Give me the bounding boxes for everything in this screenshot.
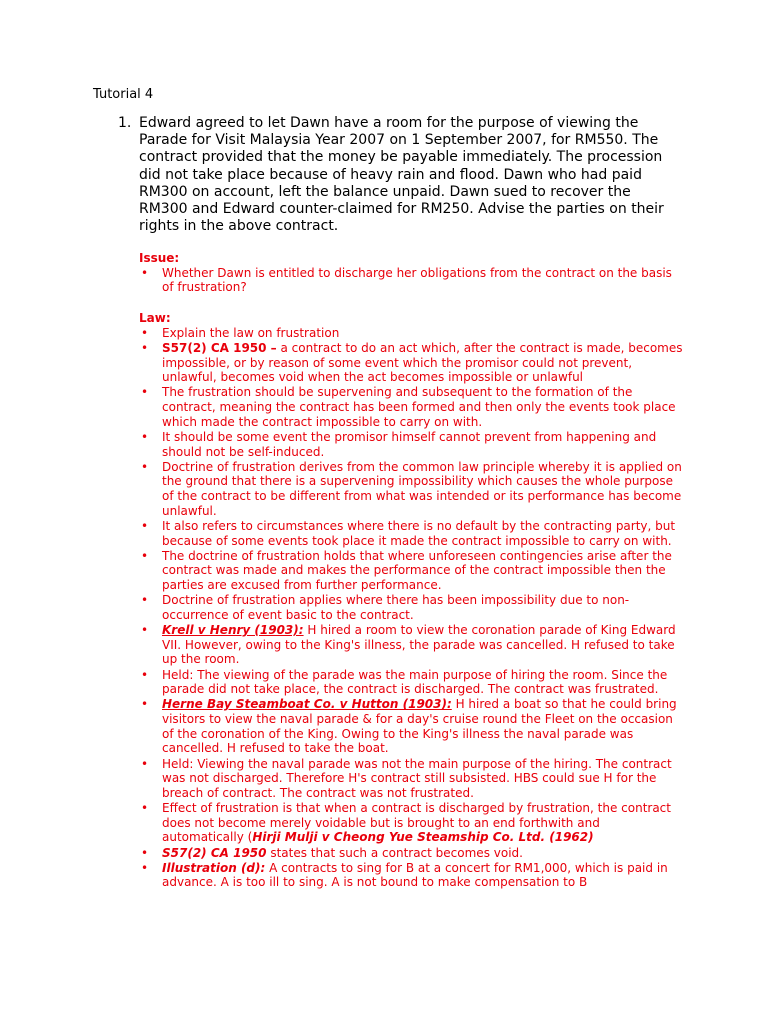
case-krell-held: • Held: The viewing of the parade was the main purpose of hiring the room. Since the parade did not take place, the contract is discharged. The contract was frustrated. (139, 668, 684, 697)
answer-section (139, 251, 684, 890)
case-krell (139, 623, 684, 667)
statute-text: states that such a contract becomes void. (266, 845, 523, 860)
illustration-label: Illustration (d): (162, 860, 266, 875)
case-name: Hirji Mulji v Cheong Yue Steamship Co. Ltd. (1962) (252, 830, 594, 845)
case-herne-held: • Held: Viewing the naval parade was not the main purpose of the hiring. The contract was not discharged. Therefore H's contract still subsisted. HBS could sue H for the breach of contract. The contract was not frustrated. (139, 757, 684, 801)
case-facts: H hired a room to view the coronation parade of King Edward VII. However, owing to the King's illness, the parade was cancelled. H refused to take up the room. (162, 623, 676, 667)
question-number: 1. (118, 115, 132, 131)
law-point: • It should be some event the promisor himself cannot prevent from happening and should not be self-induced. (139, 430, 684, 459)
law-point: • It also refers to circumstances where there is no default by the contracting party, but because of some events took place it made the contract impossible to carry on with. (139, 519, 684, 548)
law-heading: Law: (139, 311, 171, 326)
illustration-text: A contracts to sing for B at a concert for RM1,000, which is paid in advance. A is too ill to sing. A is not bound to make compensation to B (162, 860, 668, 890)
law-point: • The frustration should be supervening and subsequent to the formation of the contract, meaning the contract has been formed and then only the events took place which made the contract impossible to carry on with. (139, 385, 684, 429)
issue-item: • Whether Dawn is entitled to discharge her obligations from the contract on the basis of frustration? (139, 266, 684, 295)
issue-list (139, 266, 684, 295)
law-list (139, 326, 684, 890)
law-item-s57 (139, 341, 684, 385)
law-item-illustration (139, 861, 684, 890)
issue-heading: Issue: (139, 251, 180, 265)
effect-text: Effect of frustration is that when a contract is discharged by frustration, the contract does not become merely voidable but is brought to an end forthwith and automatically ( (162, 801, 671, 845)
law-point: • Doctrine of frustration applies where there has been impossibility due to non-occurrence of event basic to the contract. (139, 593, 684, 622)
case-facts: H hired a boat so that he could bring visitors to view the naval parade & for a day's cruise round the Fleet on the occasion of the coronation of the King. Owing to the King's illness the naval parade was cancelled. H refused to take the boat. (162, 697, 677, 756)
document-title: Tutorial 4 (93, 87, 154, 102)
statute-ref: S57(2) CA 1950 (162, 845, 267, 860)
case-herne (139, 697, 684, 756)
statute-text: a contract to do an act which, after the contract is made, becomes impossible, or by reason of some event which the promisor could not prevent, unlawful, becomes void when the act becomes impossible or unlawful (162, 340, 683, 385)
statute-ref: S57(2) CA 1950 – (162, 340, 277, 355)
law-point: • The doctrine of frustration holds that where unforeseen contingencies arise after the contract was made and makes the performance of the contract impossible then the parties are excused from further performance. (139, 549, 684, 593)
question-text: Edward agreed to let Dawn have a room for the purpose of viewing the Parade for Visit Malaysia Year 2007 on 1 September 2007, for RM550. The contract provided that the money be payable immediately. The procession did not take place because of heavy rain and flood. Dawn who had paid RM300 on account, left the balance unpaid. Dawn sued to recover the RM300 and Edward counter-claimed for RM250. Advise the parties on their rights in the above contract. (139, 115, 664, 235)
law-item-s57-void (139, 846, 684, 861)
law-point: • Doctrine of frustration derives from the common law principle whereby it is applied on the ground that there is a supervening impossibility which causes the whole purpose of the contract to be different from what was intended or its performance has become unlawful. (139, 460, 684, 519)
case-name: Krell v Henry (1903): (162, 623, 304, 637)
case-name: Herne Bay Steamboat Co. v Hutton (1903): (162, 697, 452, 712)
law-item-effect (139, 801, 684, 845)
law-item-explain: • Explain the law on frustration (139, 326, 684, 341)
